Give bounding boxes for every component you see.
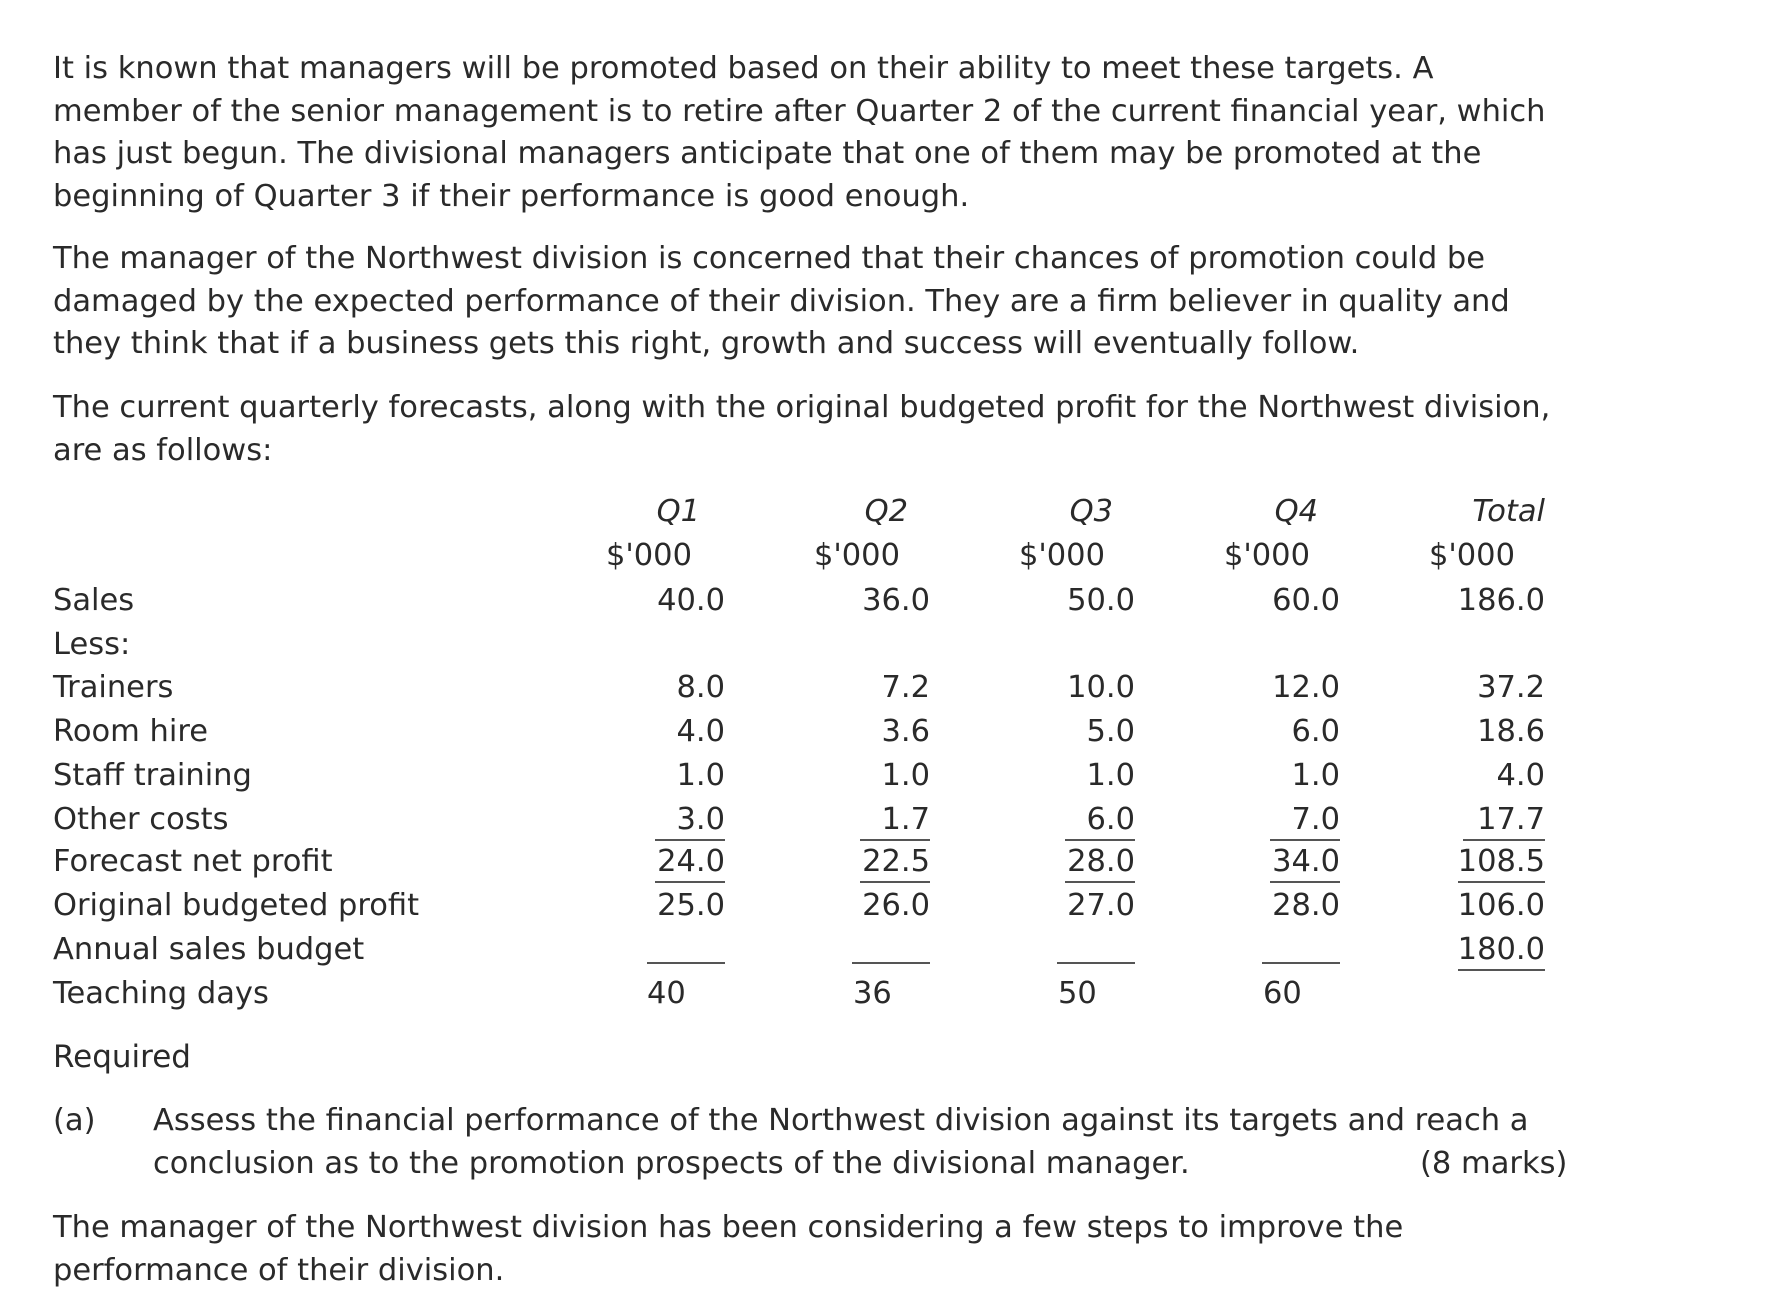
- column-unit-q4: $'000: [1223, 538, 1310, 573]
- text-line: conclusion as to the promotion prospects of the divisional manager.: [153, 1145, 1190, 1181]
- cell-room-hire-q2: 3.6: [881, 714, 930, 749]
- blank-rule-q2: [852, 962, 930, 964]
- text-line: they think that if a business gets this right, growth and success will eventually follow.: [53, 326, 1360, 361]
- cell-teaching-days-q1: 40: [647, 976, 686, 1011]
- column-header-q3: Q3: [1069, 494, 1113, 529]
- cell-other-costs-q2: [730, 801, 930, 841]
- underlined-value: 34.0: [1270, 843, 1340, 883]
- row-label-forecast-net-profit: Forecast net profit: [53, 844, 333, 879]
- cell-room-hire-q4: 6.0: [1291, 714, 1340, 749]
- cell-forecast-net-profit-q4: [1140, 843, 1340, 883]
- cell-trainers-q1: 8.0: [676, 670, 725, 705]
- question-marks: (8 marks): [1420, 1146, 1568, 1181]
- text-line: are as follows:: [53, 432, 273, 468]
- cell-trainers-q2: 7.2: [881, 670, 930, 705]
- row-label-room-hire: Room hire: [53, 714, 208, 749]
- column-header-q4: Q4: [1274, 494, 1318, 529]
- cell-teaching-days-q3: 50: [1058, 976, 1097, 1011]
- row-label-staff-training: Staff training: [53, 758, 252, 793]
- text-line: damaged by the expected performance of their division. They are a firm believer in quality and: [53, 283, 1510, 319]
- cell-forecast-net-profit-q1: [545, 843, 725, 883]
- cell-trainers-q4: 12.0: [1272, 670, 1340, 705]
- cell-room-hire-q1: 4.0: [676, 714, 725, 749]
- cell-sales-q2: 36.0: [862, 583, 930, 618]
- blank-rule-q1: [647, 962, 725, 964]
- text-line: The current quarterly forecasts, along with the original budgeted profit for the Northwest division,: [53, 390, 1551, 425]
- required-heading: Required: [53, 1039, 191, 1075]
- underlined-value: 1.7: [860, 801, 930, 841]
- cell-sales-total: 186.0: [1457, 583, 1545, 618]
- cell-original-budgeted-profit-q2: 26.0: [862, 888, 930, 923]
- text-line: The manager of the Northwest division is concerned that their chances of promotion could be: [53, 241, 1486, 276]
- cell-staff-training-total: 4.0: [1496, 758, 1545, 793]
- text-line: Assess the financial performance of the Northwest division against its targets and reach a: [153, 1103, 1529, 1138]
- row-label-annual-sales-budget: Annual sales budget: [53, 932, 365, 967]
- underlined-value: 180.0: [1458, 931, 1545, 971]
- cell-original-budgeted-profit-total: 106.0: [1457, 888, 1545, 923]
- cell-other-costs-q1: [545, 801, 725, 841]
- text-line: has just begun. The divisional managers anticipate that one of them may be promoted at the: [53, 136, 1482, 171]
- column-header-total: Total: [1472, 494, 1545, 529]
- cell-sales-q4: 60.0: [1272, 583, 1340, 618]
- underlined-value: 17.7: [1463, 801, 1545, 841]
- text-line: performance of their division.: [53, 1252, 505, 1288]
- row-label-original-budgeted-profit: Original budgeted profit: [53, 888, 420, 923]
- cell-teaching-days-q2: 36: [853, 976, 892, 1011]
- blank-rule-q3: [1057, 962, 1135, 964]
- underlined-value: 108.5: [1458, 843, 1545, 883]
- question-letter: (a): [53, 1103, 96, 1138]
- underlined-value: 22.5: [860, 843, 930, 883]
- underlined-value: 24.0: [655, 843, 725, 883]
- cell-annual-sales-budget-total: [1345, 931, 1545, 971]
- cell-trainers-total: 37.2: [1477, 670, 1545, 705]
- closing-paragraph: [53, 1207, 1613, 1292]
- column-unit-q1: $'000: [605, 538, 692, 573]
- column-unit-total: $'000: [1428, 538, 1515, 573]
- cell-staff-training-q2: 1.0: [881, 758, 930, 793]
- cell-original-budgeted-profit-q3: 27.0: [1067, 888, 1135, 923]
- cell-forecast-net-profit-total: [1345, 843, 1545, 883]
- column-unit-q2: $'000: [813, 538, 900, 573]
- cell-staff-training-q3: 1.0: [1086, 758, 1135, 793]
- blank-rule-q4: [1262, 962, 1340, 964]
- row-label-sales: Sales: [53, 583, 135, 618]
- column-header-q1: Q1: [656, 494, 700, 529]
- text-line: member of the senior management is to retire after Quarter 2 of the current financial year, which: [53, 93, 1546, 129]
- cell-sales-q3: 50.0: [1067, 583, 1135, 618]
- column-unit-q3: $'000: [1018, 538, 1105, 573]
- cell-staff-training-q1: 1.0: [676, 758, 725, 793]
- text-line: It is known that managers will be promoted based on their ability to meet these targets. A: [53, 51, 1434, 86]
- text-line: The manager of the Northwest division has been considering a few steps to improve the: [53, 1210, 1404, 1245]
- cell-other-costs-total: [1345, 801, 1545, 841]
- underlined-value: 6.0: [1065, 801, 1135, 841]
- cell-room-hire-q3: 5.0: [1086, 714, 1135, 749]
- underlined-value: 7.0: [1270, 801, 1340, 841]
- row-label-less: Less:: [53, 627, 131, 662]
- cell-original-budgeted-profit-q1: 25.0: [657, 888, 725, 923]
- cell-room-hire-total: 18.6: [1477, 714, 1545, 749]
- row-label-teaching-days: Teaching days: [53, 976, 269, 1011]
- cell-other-costs-q3: [935, 801, 1135, 841]
- row-label-trainers: Trainers: [53, 670, 174, 705]
- cell-sales-q1: 40.0: [657, 583, 725, 618]
- cell-trainers-q3: 10.0: [1067, 670, 1135, 705]
- cell-original-budgeted-profit-q4: 28.0: [1272, 888, 1340, 923]
- cell-forecast-net-profit-q2: [730, 843, 930, 883]
- cell-other-costs-q4: [1140, 801, 1340, 841]
- column-header-q2: Q2: [864, 494, 908, 529]
- text-line: beginning of Quarter 3 if their performance is good enough.: [53, 178, 970, 214]
- underlined-value: 3.0: [655, 801, 725, 841]
- cell-staff-training-q4: 1.0: [1291, 758, 1340, 793]
- underlined-value: 28.0: [1065, 843, 1135, 883]
- cell-forecast-net-profit-q3: [935, 843, 1135, 883]
- question-text: [153, 1100, 1593, 1185]
- row-label-other-costs: Other costs: [53, 802, 229, 837]
- cell-teaching-days-q4: 60: [1263, 976, 1302, 1011]
